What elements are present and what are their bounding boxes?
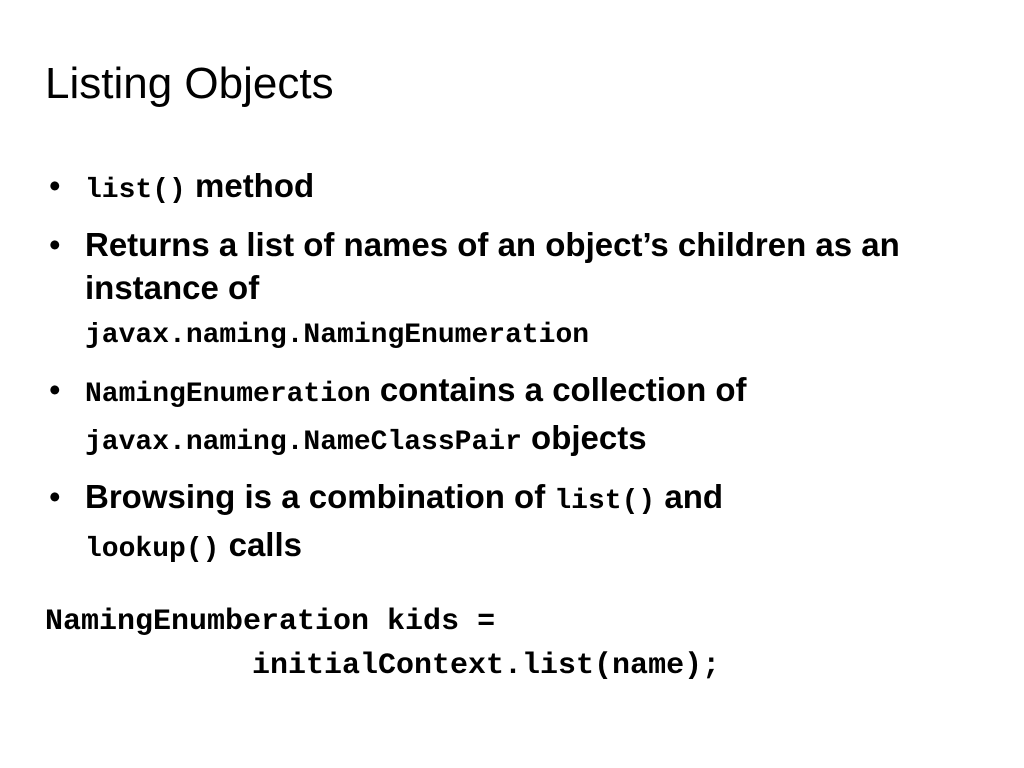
bullet-text: contains a collection of xyxy=(370,371,747,408)
bullet-text: Returns a list of names of an object’s children as an instance of xyxy=(85,226,900,306)
slide-title: Listing Objects xyxy=(45,59,334,108)
bullet-item xyxy=(45,475,985,571)
bullet-mark: • xyxy=(49,478,61,515)
code-line-text: initialContext.list(name); xyxy=(252,649,721,683)
bullet-mark: • xyxy=(49,167,61,204)
bullet-item xyxy=(45,223,985,357)
bullet-text: calls xyxy=(219,526,302,563)
bullet-mark: • xyxy=(49,371,61,408)
bullet-text: objects xyxy=(521,419,647,456)
code-line: NamingEnumberation kids = xyxy=(45,605,496,639)
bullet-text: Browsing is a combination of xyxy=(85,478,555,515)
bullet-item xyxy=(45,368,985,464)
inline-code: list() xyxy=(85,175,186,206)
bullet-mark: • xyxy=(49,226,61,263)
bullet-text: method xyxy=(185,167,315,204)
inline-code: javax.naming.NameClassPair xyxy=(85,427,522,458)
inline-code: list() xyxy=(554,486,656,517)
bullet-item xyxy=(45,164,985,212)
inline-code: lookup() xyxy=(85,534,220,565)
code-snippet xyxy=(45,600,720,688)
inline-code: NamingEnumeration xyxy=(85,379,371,410)
bullet-list xyxy=(45,164,985,582)
inline-code: javax.naming.NamingEnumeration xyxy=(85,320,590,351)
bullet-text: and xyxy=(655,478,724,515)
code-line xyxy=(45,644,720,688)
